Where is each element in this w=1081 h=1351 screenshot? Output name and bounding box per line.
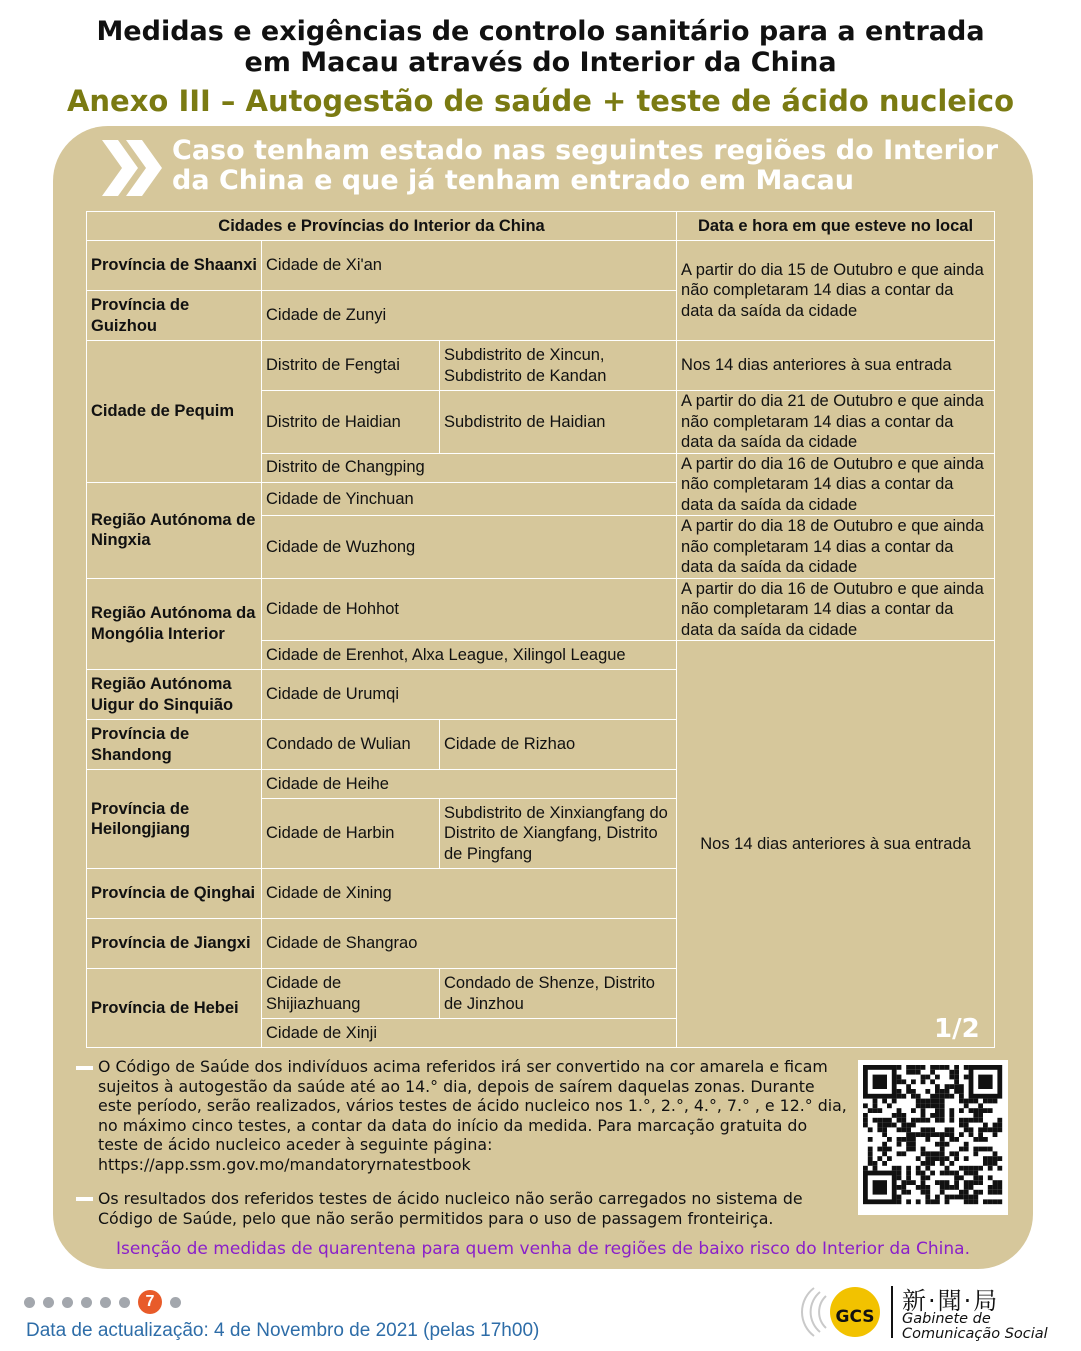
province-heilongjiang: Província de Heilongjiang	[87, 770, 262, 869]
date-oct21: A partir do dia 21 de Outubro e que ainda não completaram 14 dias a contar da data da saída da cidade	[677, 391, 995, 454]
logo-cjk-text: 新·聞·局	[902, 1287, 1000, 1315]
bullet-dash	[76, 1066, 93, 1070]
page-indicator: 1/2	[934, 1014, 980, 1044]
place-urumqi: Cidade de Urumqi	[262, 670, 677, 720]
update-date: Data de actualização: 4 de Novembro de 2021 (pelas 17h00)	[26, 1320, 540, 1341]
place-shangrao: Cidade de Shangrao	[262, 919, 677, 969]
page-dot[interactable]	[170, 1297, 181, 1308]
place-zunyi: Cidade de Zunyi	[262, 291, 677, 341]
panel-heading-line1: Caso tenham estado nas seguintes regiões do Interior	[172, 135, 999, 166]
logo-text-line2: Comunicação Social	[902, 1326, 1048, 1342]
place-xinji: Cidade de Xinji	[262, 1019, 677, 1048]
page-dot[interactable]	[81, 1297, 92, 1308]
logo-mark: GCS	[835, 1307, 875, 1327]
note-autogestao	[98, 1057, 850, 1174]
date-14days-b: Nos 14 dias anteriores à sua entrada	[677, 641, 995, 1048]
province-guizhou: Província de Guizhou	[87, 291, 262, 341]
province-qinghai: Província de Qinghai	[87, 869, 262, 919]
page-dot[interactable]	[43, 1297, 54, 1308]
note-autogestao-text: O Código de Saúde dos indivíduos acima referidos irá ser convertido na cor amarela e ficam sujeitos à autogestão da saúde até ao 14.° dia, depois de saírem daquelas zonas. Durante este período, serão realizados, vários testes de ácido nucleico nos 1.°, 2.°, 4.°, 7.° , e 12.° dia, no máximo cinco testes, a contar da data do início da medida. Para marcação gratuita do teste de ácido nucleico aceder à seguinte página:	[98, 1057, 847, 1154]
qr-finder-pattern	[873, 1180, 887, 1194]
province-sinquiao: Região Autónoma Uigur do Sinquião	[87, 670, 262, 720]
place-harbin: Cidade de Harbin	[262, 799, 440, 869]
place-harbin-sub: Subdistrito de Xinxiangfang do Distrito de Xiangfang, Distrito de Pingfang	[440, 799, 677, 869]
main-title-line2: em Macau através do Interior da China	[244, 47, 837, 78]
place-hohhot: Cidade de Hohhot	[262, 578, 677, 641]
main-title-line1: Medidas e exigências de controlo sanitário para a entrada	[96, 16, 985, 47]
place-rizhao: Cidade de Rizhao	[440, 720, 677, 770]
date-oct15: A partir do dia 15 de Outubro e que ainda não completaram 14 dias a contar da data da saída da cidade	[677, 241, 995, 341]
province-ningxia: Região Autónoma de Ningxia	[87, 482, 262, 578]
qr-finder-pattern	[873, 1075, 887, 1089]
note-results: Os resultados dos referidos testes de ácido nucleico não serão carregados no sistema de Código de Saúde, pelo que não serão permitidos para o uso de passagem fronteiriça.	[98, 1189, 803, 1228]
place-haidian-sub: Subdistrito de Haidian	[440, 391, 677, 454]
province-mongolia: Região Autónoma da Mongólia Interior	[87, 578, 262, 670]
page-dot[interactable]	[24, 1297, 35, 1308]
booking-link[interactable]: https://app.ssm.gov.mo/mandatoryrnatestbook	[98, 1154, 471, 1174]
place-xining: Cidade de Xining	[262, 869, 677, 919]
logo-text-line1: Gabinete de	[902, 1311, 991, 1327]
place-xian: Cidade de Xi'an	[262, 241, 677, 291]
place-wulian: Condado de Wulian	[262, 720, 440, 770]
place-fengtai: Distrito de Fengtai	[262, 341, 440, 391]
page-dot[interactable]	[62, 1297, 73, 1308]
double-chevron-icon	[102, 140, 164, 196]
place-yinchuan: Cidade de Yinchuan	[262, 482, 677, 516]
qr-code-pattern	[858, 1060, 1008, 1215]
province-shandong: Província de Shandong	[87, 720, 262, 770]
col-header-places: Cidades e Províncias do Interior da China	[87, 212, 677, 241]
date-oct16-b: A partir do dia 16 de Outubro e que ainda não completaram 14 dias a contar da data da saída da cidade	[677, 578, 995, 641]
current-page-badge[interactable]: 7	[138, 1290, 162, 1314]
main-title	[0, 16, 1081, 78]
exemption-notice: Isenção de medidas de quarentena para quem venha de regiões de baixo risco do Interior da China.	[115, 1239, 971, 1259]
place-changping: Distrito de Changping	[262, 453, 677, 482]
province-jiangxi: Província de Jiangxi	[87, 919, 262, 969]
province-hebei: Província de Hebei	[87, 969, 262, 1048]
panel-heading	[172, 136, 1022, 196]
place-erenhot: Cidade de Erenhot, Alxa League, Xilingol League	[262, 641, 677, 670]
province-pequim: Cidade de Pequim	[87, 341, 262, 483]
place-fengtai-sub: Subdistrito de Xincun, Subdistrito de Kandan	[440, 341, 677, 391]
place-shijiazhuang: Cidade de Shijiazhuang	[262, 969, 440, 1019]
page-dot[interactable]	[119, 1297, 130, 1308]
col-header-datetime: Data e hora em que esteve no local	[677, 212, 995, 241]
qr-finder-pattern	[978, 1075, 992, 1089]
province-shaanxi: Província de Shaanxi	[87, 241, 262, 291]
regions-table	[86, 211, 995, 1048]
annex-subtitle: Anexo III – Autogestão de saúde + teste de ácido nucleico	[66, 84, 1015, 118]
date-14days-a: Nos 14 dias anteriores à sua entrada	[677, 341, 995, 391]
page-dot[interactable]	[100, 1297, 111, 1308]
panel-heading-line2: da China e que já tenham entrado em Macau	[172, 165, 854, 196]
qr-code[interactable]	[858, 1060, 1008, 1215]
bullet-dash	[76, 1197, 93, 1201]
place-haidian: Distrito de Haidian	[262, 391, 440, 454]
date-oct16-a: A partir do dia 16 de Outubro e que ainda não completaram 14 dias a contar da data da saída da cidade	[677, 453, 995, 516]
place-wuzhong: Cidade de Wuzhong	[262, 516, 677, 579]
place-shenze: Condado de Shenze, Distrito de Jinzhou	[440, 969, 677, 1019]
page-dots	[24, 1292, 181, 1312]
date-oct18: A partir do dia 18 de Outubro e que ainda não completaram 14 dias a contar da data da saída da cidade	[677, 516, 995, 579]
place-heihe: Cidade de Heihe	[262, 770, 677, 799]
